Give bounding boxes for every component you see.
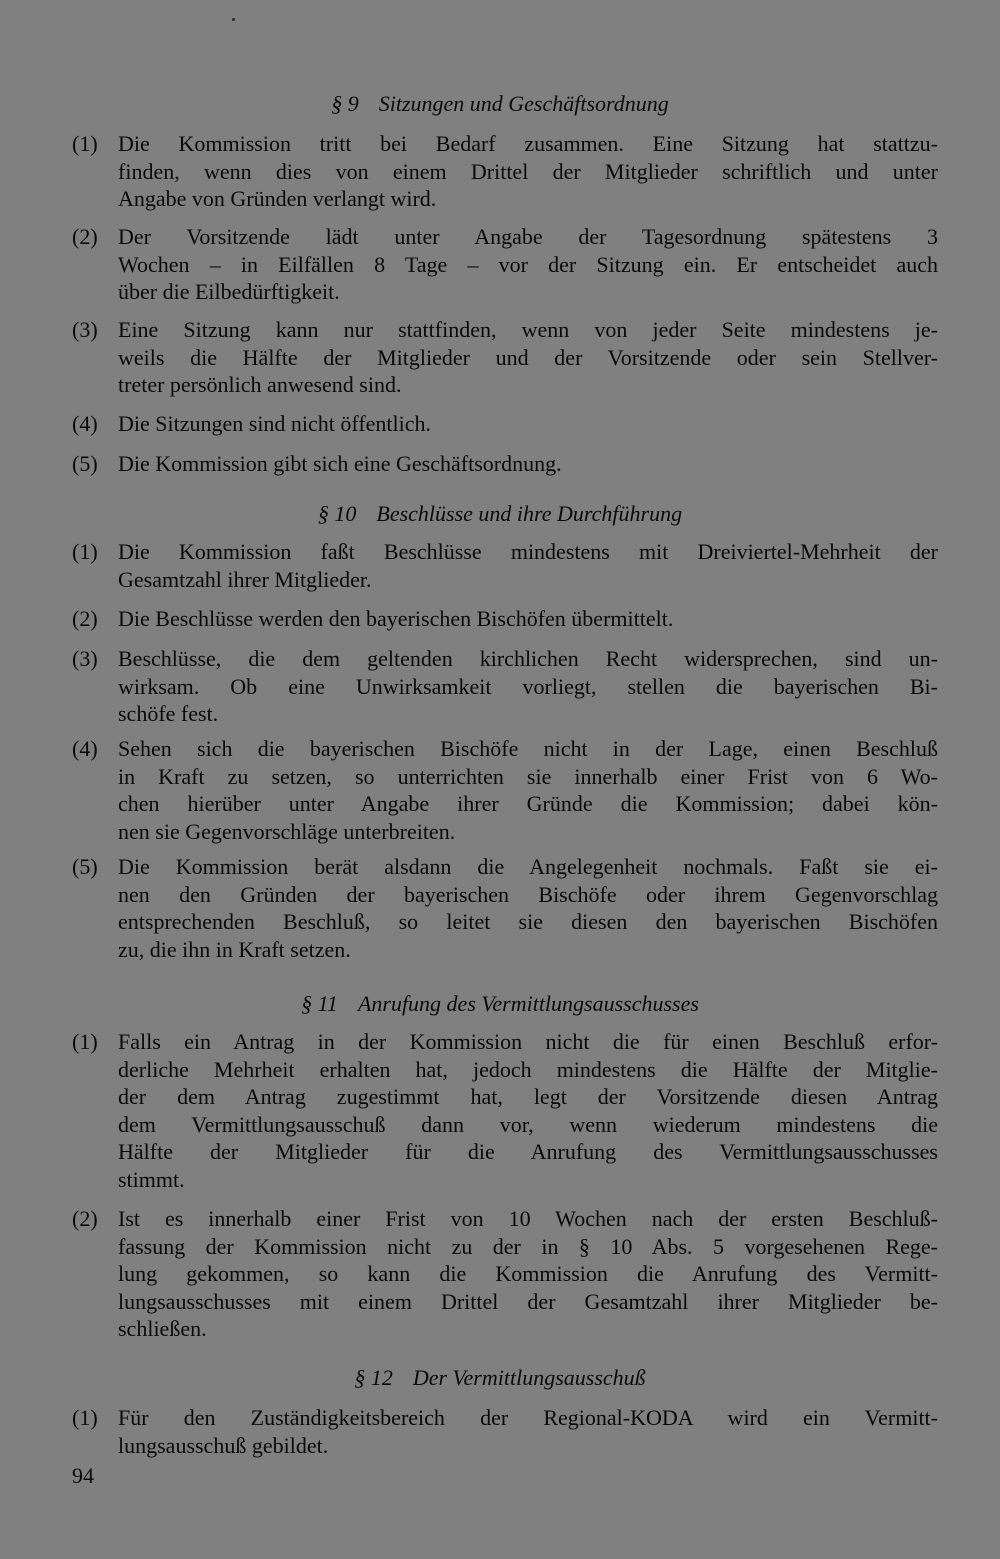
text-line: Eine Sitzung kann nur stattfinden, wenn von jeder Seite mindestens je- — [118, 317, 938, 342]
text-line: Die Sitzungen sind nicht öffentlich. — [118, 411, 432, 436]
paragraph-text — [118, 735, 938, 845]
paragraph-number: (1) — [72, 131, 98, 156]
text-line: Die Beschlüsse werden den bayerischen Bischöfen übermittelt. — [118, 606, 674, 631]
text-line: schöfe fest. — [118, 701, 219, 726]
scan-speck — [232, 18, 235, 21]
text-line: stimmt. — [118, 1166, 185, 1192]
paragraph-number: (3) — [72, 317, 98, 342]
paragraph-12-1 — [72, 1404, 938, 1459]
text-line: chen hierüber unter Angabe ihrer Gründe die Kommission; dabei kön- — [118, 791, 938, 816]
paragraph-text — [118, 645, 938, 728]
paragraph-9-1 — [72, 130, 938, 213]
paragraph-number: (2) — [72, 1206, 98, 1231]
text-line: derliche Mehrheit erhalten hat, jedoch mindestens die Hälfte der Mitglie- — [118, 1056, 938, 1082]
paragraph-9-3 — [72, 316, 938, 399]
section-title: Beschlüsse und ihre Durchführung — [376, 501, 683, 526]
paragraph-text — [118, 130, 938, 213]
text-line: fassung der Kommission nicht zu der in § 10 Abs. 5 vorgesehenen Rege- — [118, 1233, 938, 1259]
text-line: zu, die ihn in Kraft setzen. — [118, 936, 351, 962]
paragraph-10-2 — [72, 605, 938, 633]
paragraph-11-2 — [72, 1205, 938, 1343]
text-line: in Kraft zu setzen, so unterrichten sie innerhalb einer Frist von 6 Wo- — [118, 763, 938, 789]
text-line: Die Kommission berät alsdann die Angelegenheit nochmals. Faßt sie ei- — [118, 854, 938, 879]
text-line: lungsausschusses mit einem Drittel der Gesamtzahl ihrer Mitglieder be- — [118, 1288, 938, 1314]
page-number: 94 — [72, 1463, 94, 1488]
text-line: Gesamtzahl ihrer Mitglieder. — [118, 566, 372, 592]
paragraph-number: (1) — [72, 539, 98, 564]
paragraph-text — [118, 1028, 938, 1193]
paragraph-10-4 — [72, 735, 938, 845]
section-heading-10 — [0, 500, 1000, 528]
paragraph-10-3 — [72, 645, 938, 728]
text-line: lungsausschuß gebildet. — [118, 1432, 329, 1458]
paragraph-number: (4) — [72, 736, 98, 761]
paragraph-text — [118, 410, 938, 438]
text-line: finden, wenn dies von einem Drittel der Mitglieder schriftlich und unter — [118, 158, 938, 184]
section-heading-11 — [0, 990, 1000, 1018]
section-heading-12 — [0, 1364, 1000, 1392]
text-line: nen sie Gegenvorschläge unterbreiten. — [118, 818, 456, 844]
paragraph-number: (1) — [72, 1405, 98, 1430]
paragraph-9-2 — [72, 223, 938, 306]
paragraph-text — [118, 450, 938, 478]
text-line: treter persönlich anwesend sind. — [118, 372, 402, 397]
section-number: § 9 — [331, 91, 359, 116]
text-line: Die Kommission tritt bei Bedarf zusammen. Eine Sitzung hat stattzu- — [118, 131, 938, 156]
paragraph-number: (2) — [72, 606, 98, 631]
paragraph-text — [118, 605, 938, 633]
paragraph-11-1 — [72, 1028, 938, 1193]
text-line: schließen. — [118, 1316, 207, 1341]
text-line: Angabe von Gründen verlangt wird. — [118, 186, 437, 211]
text-line: wirksam. Ob eine Unwirksamkeit vorliegt, stellen die bayerischen Bi- — [118, 673, 938, 699]
text-line: der dem Antrag zugestimmt hat, legt der Vorsitzende diesen Antrag — [118, 1084, 938, 1109]
text-line: Falls ein Antrag in der Kommission nicht die für einen Beschluß erfor- — [118, 1029, 938, 1054]
text-line: Die Kommission faßt Beschlüsse mindestens mit Dreiviertel-Mehrheit der — [118, 539, 938, 564]
text-line: Die Kommission gibt sich eine Geschäftsordnung. — [118, 451, 562, 476]
paragraph-number: (1) — [72, 1029, 98, 1054]
paragraph-text — [118, 538, 938, 593]
paragraph-10-5 — [72, 853, 938, 963]
text-line: lung gekommen, so kann die Kommission die Anrufung des Vermitt- — [118, 1261, 938, 1286]
section-title: Anrufung des Vermittlungsausschusses — [357, 991, 699, 1016]
text-line: Für den Zuständigkeitsbereich der Regional-KODA wird ein Vermitt- — [118, 1405, 938, 1430]
section-number: § 12 — [354, 1365, 393, 1390]
paragraph-9-5 — [72, 450, 938, 478]
text-line: nen den Gründen der bayerischen Bischöfe oder ihrem Gegenvorschlag — [118, 881, 938, 907]
paragraph-10-1 — [72, 538, 938, 593]
text-line: entsprechenden Beschluß, so leitet sie diesen den bayerischen Bischöfen — [118, 909, 938, 934]
paragraph-text — [118, 853, 938, 963]
section-heading-9 — [0, 90, 1000, 118]
text-line: weils die Hälfte der Mitglieder und der Vorsitzende oder sein Stellver- — [118, 344, 938, 370]
text-line: Wochen – in Eilfällen 8 Tage – vor der Sitzung ein. Er entscheidet auch — [118, 251, 938, 277]
text-line: Hälfte der Mitglieder für die Anrufung des Vermittlungsausschusses — [118, 1139, 938, 1164]
paragraph-number: (3) — [72, 646, 98, 671]
paragraph-number: (5) — [72, 451, 98, 476]
text-line: Beschlüsse, die dem geltenden kirchlichen Recht widersprechen, sind un- — [118, 646, 938, 671]
paragraph-number: (4) — [72, 411, 98, 436]
paragraph-text — [118, 316, 938, 399]
text-line: Der Vorsitzende lädt unter Angabe der Tagesordnung spätestens 3 — [118, 224, 938, 249]
text-line: Sehen sich die bayerischen Bischöfe nicht in der Lage, einen Beschluß — [118, 736, 938, 761]
paragraph-9-4 — [72, 410, 938, 438]
text-line: dem Vermittlungsausschuß dann vor, wenn wiederum mindestens die — [118, 1111, 938, 1137]
section-number: § 11 — [301, 991, 338, 1016]
text-line: über die Eilbedürftigkeit. — [118, 279, 340, 304]
paragraph-text — [118, 223, 938, 306]
paragraph-number: (5) — [72, 854, 98, 879]
paragraph-number: (2) — [72, 224, 98, 249]
section-title: Sitzungen und Geschäftsordnung — [378, 91, 669, 116]
section-number: § 10 — [317, 501, 357, 526]
paragraph-text — [118, 1404, 938, 1459]
section-title: Der Vermittlungsausschuß — [412, 1365, 646, 1390]
text-line: Ist es innerhalb einer Frist von 10 Wochen nach der ersten Beschluß- — [118, 1206, 938, 1231]
paragraph-text — [118, 1205, 938, 1343]
